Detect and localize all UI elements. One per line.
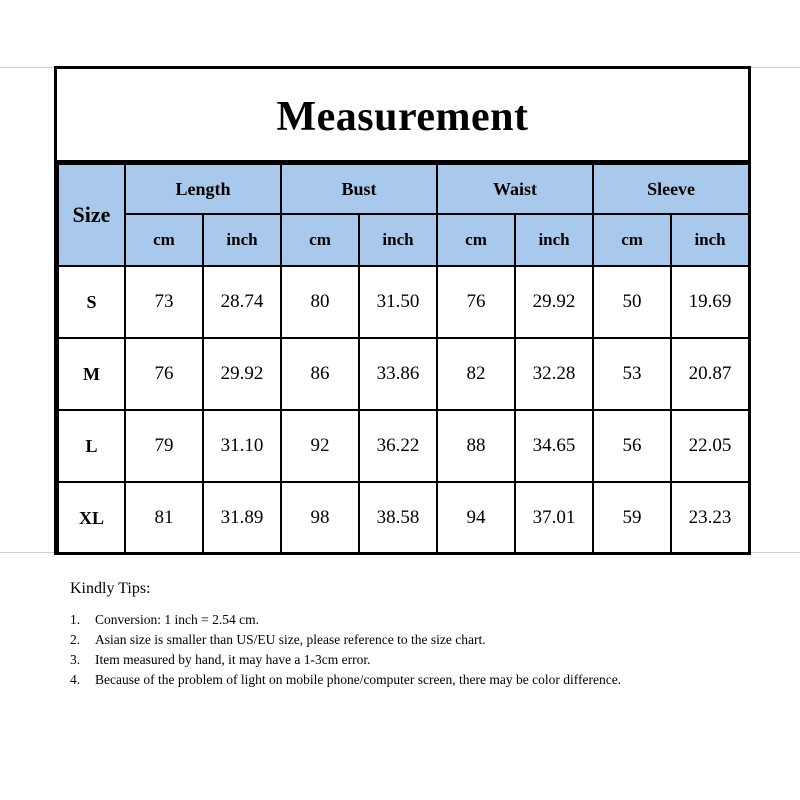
waist-inch-cell: 34.65: [515, 410, 593, 482]
tip-item: [70, 650, 710, 670]
unit-inch-header: inch: [359, 214, 437, 266]
length-cm-cell: 73: [125, 266, 203, 338]
sleeve-inch-cell: 22.05: [671, 410, 749, 482]
table-row: [58, 266, 749, 338]
bust-cm-cell: 86: [281, 338, 359, 410]
bust-cm-cell: 98: [281, 482, 359, 554]
size-cell: XL: [58, 482, 125, 554]
bust-inch-cell: 36.22: [359, 410, 437, 482]
size-table: [57, 163, 750, 555]
unit-inch-header: inch: [203, 214, 281, 266]
tip-item: [70, 670, 710, 690]
length-inch-cell: 31.89: [203, 482, 281, 554]
tip-item: [70, 630, 710, 650]
length-inch-cell: 28.74: [203, 266, 281, 338]
sleeve-inch-cell: 23.23: [671, 482, 749, 554]
length-cm-cell: 81: [125, 482, 203, 554]
waist-cm-cell: 88: [437, 410, 515, 482]
length-cm-cell: 76: [125, 338, 203, 410]
group-header-row: [58, 164, 749, 214]
bust-header: Bust: [281, 164, 437, 214]
waist-inch-cell: 29.92: [515, 266, 593, 338]
tips-title: Kindly Tips:: [70, 580, 151, 597]
bust-inch-cell: 31.50: [359, 266, 437, 338]
table-row: [58, 482, 749, 554]
unit-inch-header: inch: [671, 214, 749, 266]
length-inch-cell: 29.92: [203, 338, 281, 410]
kindly-tips: [70, 580, 710, 690]
sleeve-cm-cell: 53: [593, 338, 671, 410]
length-inch-cell: 31.10: [203, 410, 281, 482]
unit-cm-header: cm: [281, 214, 359, 266]
bust-inch-cell: 38.58: [359, 482, 437, 554]
chart-title: Measurement: [276, 93, 529, 140]
table-row: [58, 338, 749, 410]
tip-text: Asian size is smaller than US/EU size, please reference to the size chart.: [95, 632, 486, 647]
sleeve-cm-cell: 56: [593, 410, 671, 482]
size-header: Size: [58, 164, 125, 266]
tip-number: 4.: [70, 672, 81, 687]
tip-number: 1.: [70, 612, 81, 627]
tip-item: [70, 610, 710, 630]
measurement-chart: [54, 66, 751, 555]
size-cell: M: [58, 338, 125, 410]
waist-header: Waist: [437, 164, 593, 214]
table-row: [58, 410, 749, 482]
bust-inch-cell: 33.86: [359, 338, 437, 410]
title-row: [57, 69, 748, 163]
waist-cm-cell: 94: [437, 482, 515, 554]
tip-text: Conversion: 1 inch = 2.54 cm.: [95, 612, 259, 627]
waist-cm-cell: 82: [437, 338, 515, 410]
sleeve-header: Sleeve: [593, 164, 749, 214]
bust-cm-cell: 92: [281, 410, 359, 482]
waist-inch-cell: 37.01: [515, 482, 593, 554]
waist-inch-cell: 32.28: [515, 338, 593, 410]
unit-header-row: [58, 214, 749, 266]
unit-cm-header: cm: [125, 214, 203, 266]
tip-text: Item measured by hand, it may have a 1-3cm error.: [95, 652, 371, 667]
sleeve-inch-cell: 20.87: [671, 338, 749, 410]
size-cell: S: [58, 266, 125, 338]
bust-cm-cell: 80: [281, 266, 359, 338]
size-cell: L: [58, 410, 125, 482]
tip-number: 3.: [70, 652, 81, 667]
waist-cm-cell: 76: [437, 266, 515, 338]
sleeve-cm-cell: 59: [593, 482, 671, 554]
unit-cm-header: cm: [437, 214, 515, 266]
tip-number: 2.: [70, 632, 81, 647]
sleeve-cm-cell: 50: [593, 266, 671, 338]
length-header: Length: [125, 164, 281, 214]
tip-text: Because of the problem of light on mobile phone/computer screen, there may be color difference.: [95, 672, 622, 687]
unit-inch-header: inch: [515, 214, 593, 266]
length-cm-cell: 79: [125, 410, 203, 482]
tips-list: [70, 610, 710, 690]
unit-cm-header: cm: [593, 214, 671, 266]
sleeve-inch-cell: 19.69: [671, 266, 749, 338]
